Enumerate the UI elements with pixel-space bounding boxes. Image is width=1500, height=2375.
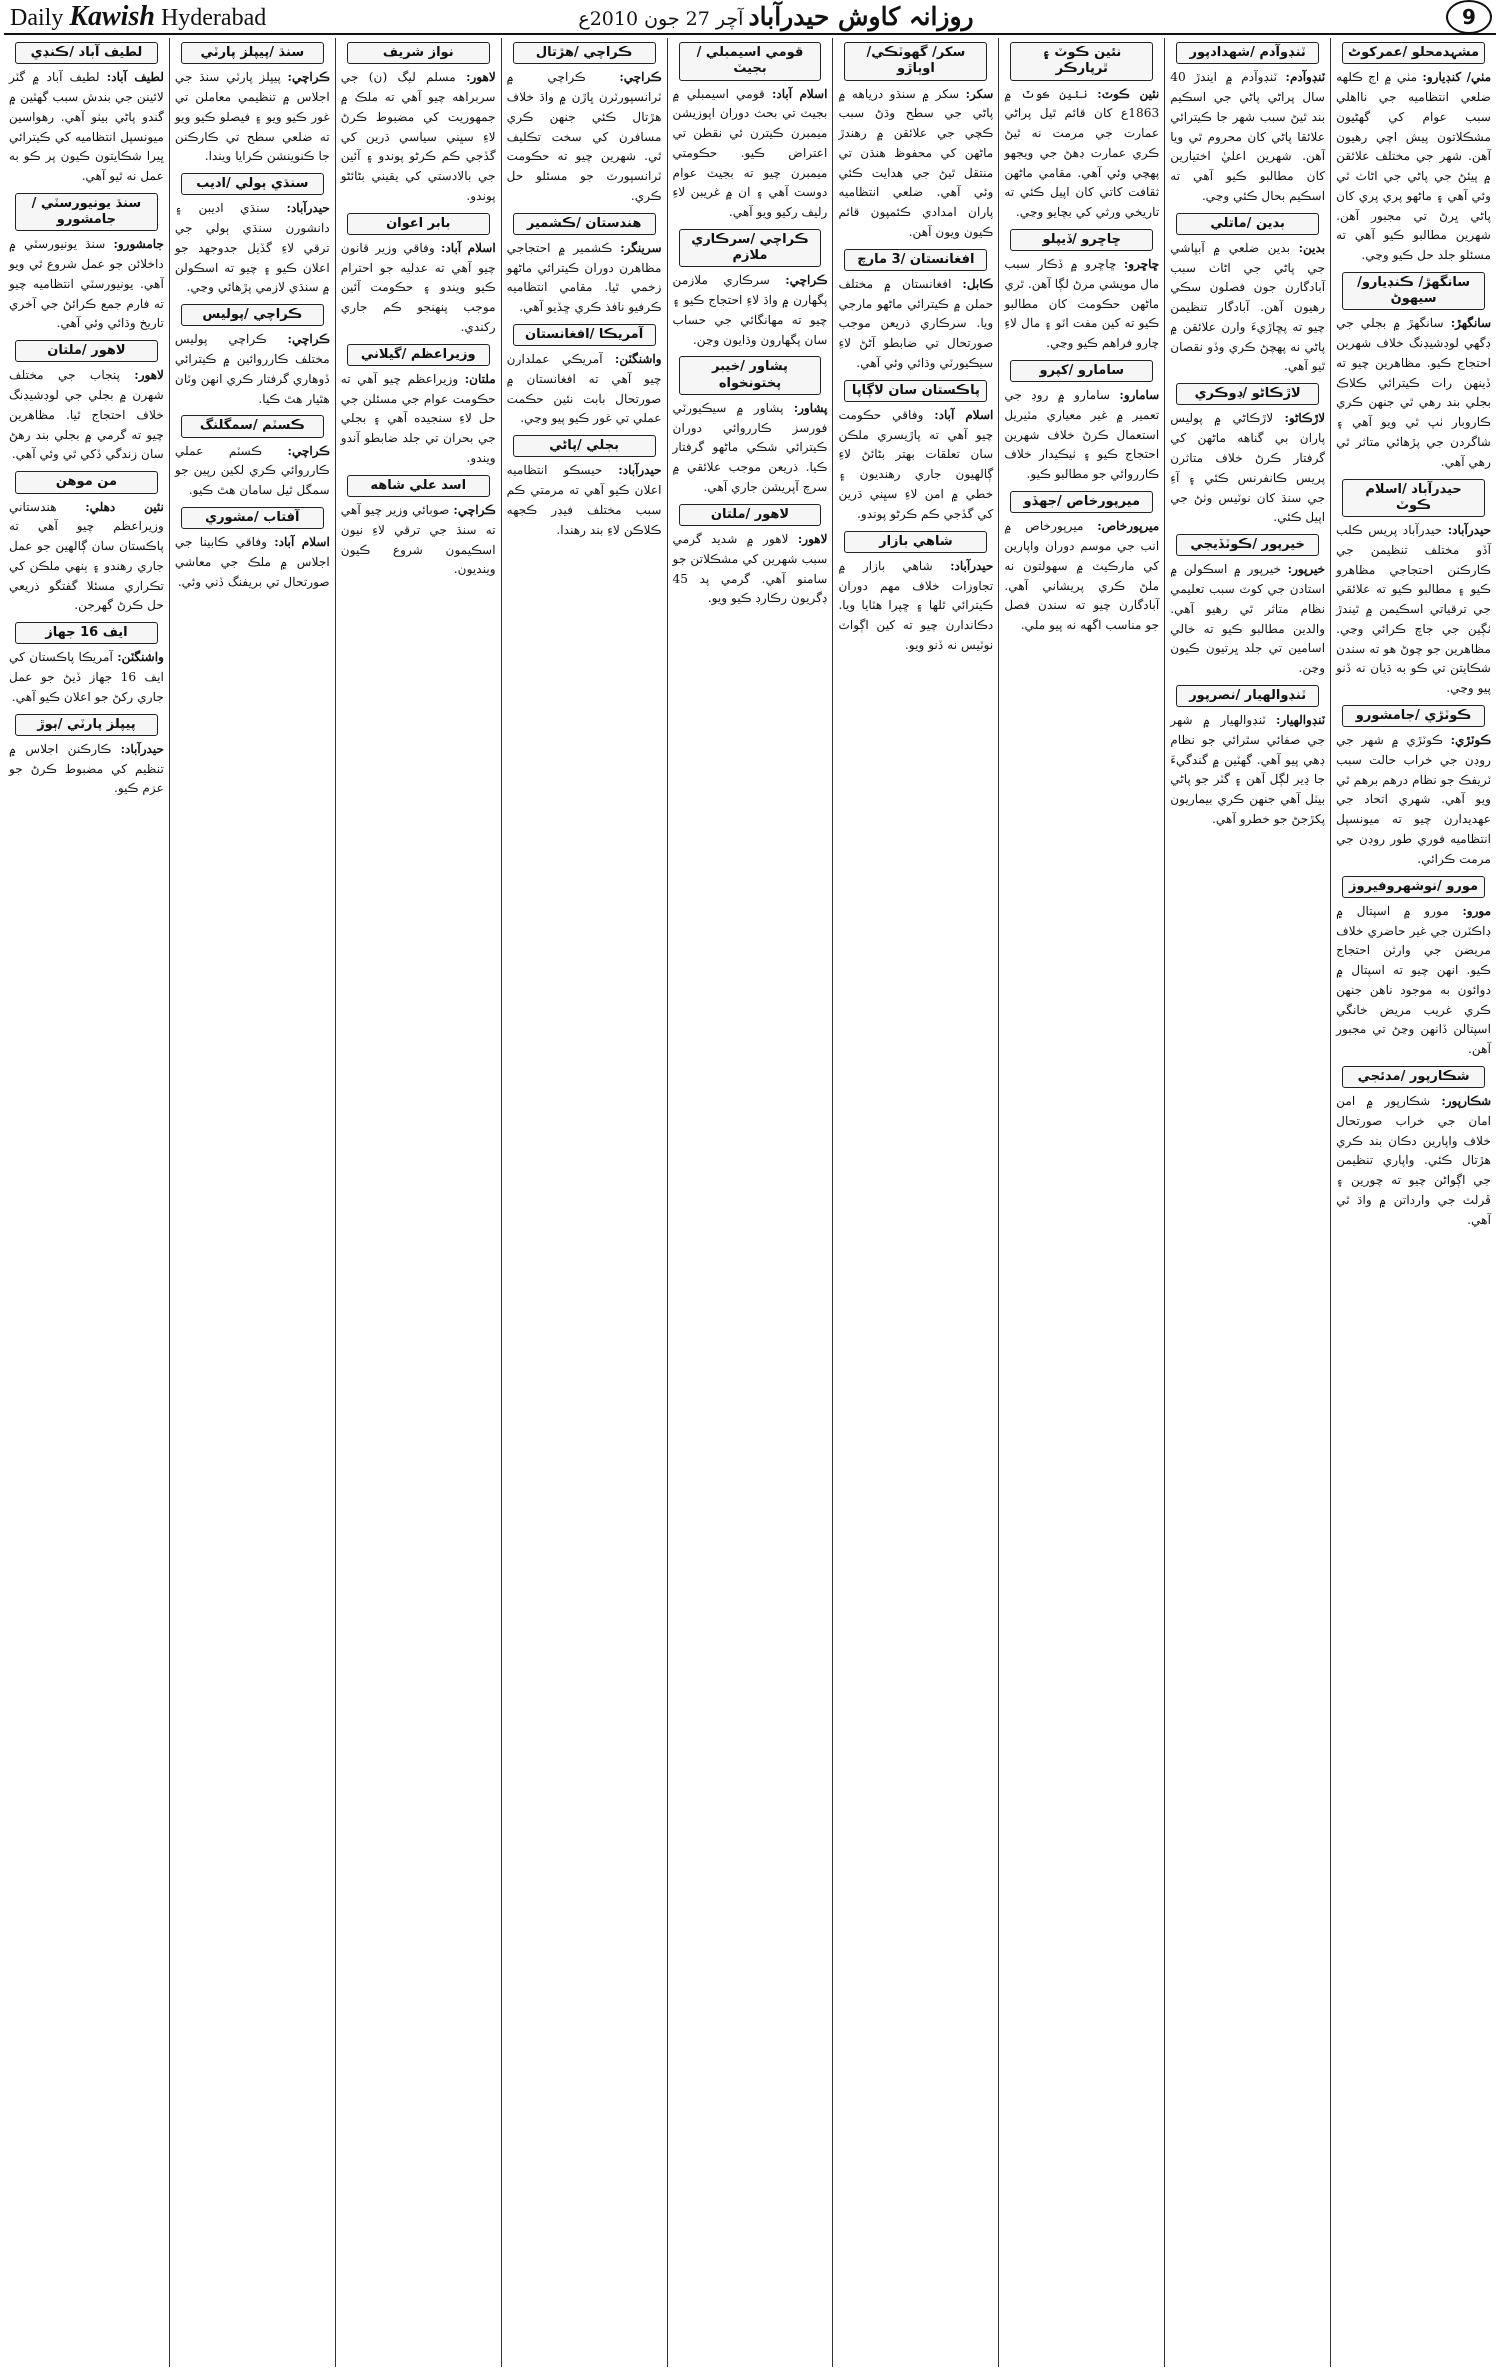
story-dateline: لاڙڪاڻو:: [1284, 411, 1326, 426]
story-text: حيسڪو انتظاميه اعلان ڪيو آهي ته مرمتي ڪم سبب مختلف فيڊر ڪجهه ڪلاڪن لاءِ بند رهندا.: [506, 463, 662, 537]
news-story: [175, 415, 330, 501]
news-story: [9, 471, 164, 616]
story-headline: ڪوٽڙي /جامشورو: [1342, 705, 1485, 727]
story-dateline: واشنگٽن:: [614, 352, 662, 367]
story-headline: قومي اسيمبلي /بجيٽ: [679, 42, 822, 81]
story-text: صوبائي وزير چيو آهي ته سنڌ جي ترقي لاءِ نيون اسڪيمون شروع ڪيون وينديون.: [340, 503, 496, 577]
story-body: [9, 648, 164, 707]
column-3: [998, 38, 1164, 2367]
story-body: [838, 406, 993, 525]
story-text: ميرپورخاص ۾ انب جي موسم دوران واپارين کي مارڪيٽ ۾ سهولتون نه ملڻ ڪري پريشاني آهي. آبادگارن چيو ته سندن فصل جو مناسب اگهه نه پيو ملي.: [1004, 519, 1160, 633]
news-story: [1170, 42, 1325, 207]
story-text: وفاقي وزير قانون چيو آهي ته عدليه جو احترام ڪيو ويندو ۽ حڪومت آئين موجب پنهنجو ڪم جاري رکندي.: [340, 240, 496, 334]
story-text: آمريڪا پاڪستان کي ايف 16 جهاز ڏيڻ جو عمل جاري رکڻ جو اعلان ڪيو آهي.: [8, 650, 164, 704]
story-dateline: خيرپور:: [1287, 562, 1326, 577]
story-dateline: نئين دهلي:: [85, 499, 164, 514]
news-story: [175, 304, 330, 409]
story-dateline: ميرپورخاص:: [1097, 519, 1160, 534]
news-story: [341, 344, 496, 469]
english-daily: Daily: [10, 4, 64, 31]
story-body: [1004, 517, 1159, 636]
news-story: [1336, 705, 1491, 870]
story-headline: آمريڪا /افغانستان: [513, 324, 656, 346]
story-headline: ڪراچي /پوليس: [181, 304, 324, 326]
story-body: [175, 330, 330, 409]
story-headline: افغانستان /3 مارچ: [844, 249, 987, 271]
story-headline: بابر اعوان: [347, 213, 490, 235]
story-body: [9, 366, 164, 465]
story-text: ڪوٽڙي ۾ شهر جي روڊن جي خراب حالت سبب ٽريفڪ جو نظام درهم برهم ٿي ويو آهي. شهري اتحاد جي عهديدارن چيو ته ميونسپل انتظاميه فوري طور روڊن جي مرمت ڪرائي.: [1336, 733, 1491, 866]
story-dateline: لطيف آباد:: [106, 70, 164, 85]
story-body: [507, 68, 662, 206]
story-text: قومي اسيمبلي ۾ بجيٽ تي بحث دوران اپوزيشن ميمبرن ڪيترن ئي نقطن تي اعتراض ڪيو. حڪومتي ميمبرن چيو ته بجيٽ عوام دوست آهي ۽ ان ۾ غريبن لاءِ رليف رکيو ويو آهي.: [672, 86, 828, 220]
news-story: [9, 622, 164, 708]
news-story: [341, 475, 496, 580]
story-headline: سنڌي ٻولي /اديب: [181, 173, 324, 195]
story-text: سنڌي اديبن ۽ دانشورن سنڌي ٻولي جي ترقي لاءِ گڏيل جدوجهد جو اعلان ڪيو ۽ چيو ته اسڪولن ۾ سنڌي لازمي پڙهائي وڃي.: [174, 201, 330, 295]
story-body: [1336, 1092, 1491, 1230]
story-headline: آفتاب /مشوري: [181, 507, 324, 529]
story-dateline: ڪوٽڙي:: [1450, 733, 1491, 748]
story-dateline: سکر:: [965, 86, 994, 101]
story-headline: سانگهڙ/ ڪنڊيارو/ سيهوڻ: [1342, 272, 1485, 311]
column-7: [335, 38, 501, 2367]
story-dateline: سرينگر:: [620, 240, 662, 255]
news-story: [1336, 1066, 1491, 1231]
story-dateline: اسلام آباد:: [771, 86, 828, 101]
story-text: خيرپور ۾ اسڪولن ۾ استادن جي کوٽ سبب تعليمي نظام متاثر ٿي رهيو آهي. والدين مطالبو ڪيو ته خالي اسامين تي جلد ڀرتيون ڪيون وڃن.: [1170, 562, 1326, 676]
story-body: [9, 498, 164, 617]
news-story: [1336, 876, 1491, 1060]
story-headline: هندستان /ڪشمير: [513, 213, 656, 235]
news-story: [838, 531, 993, 656]
columns-area: [4, 38, 1496, 2367]
story-body: [838, 557, 993, 656]
story-dateline: پشاور:: [793, 400, 828, 415]
story-headline: بدين /ماتلي: [1176, 213, 1319, 235]
story-body: [1004, 85, 1159, 223]
news-story: [9, 193, 164, 334]
story-dateline: سانگهڙ:: [1450, 316, 1491, 331]
story-dateline: ملتان:: [464, 371, 496, 386]
story-dateline: بدين:: [1298, 240, 1326, 255]
story-body: [1170, 409, 1325, 528]
story-body: [175, 533, 330, 592]
story-body: [507, 461, 662, 540]
news-story: [507, 435, 662, 540]
story-dateline: حيدرآباد:: [618, 463, 662, 478]
story-dateline: مٺي/ کنڊيارو:: [1422, 70, 1492, 85]
story-body: [341, 68, 496, 206]
story-body: [1336, 731, 1491, 869]
story-headline: نواز شريف: [347, 42, 490, 64]
story-text: ٽنڊوالهيار ۾ شهر جي صفائي سٿرائي جو نظام ڊهي پيو آهي. گهٽين ۾ گندگيءَ جا ڍير لڳل آهن ۽ گٽر جو پاڻي بيٺل آهي جنهن ڪري بيماريون پکڙجڻ جو خطرو آهي.: [1170, 713, 1326, 826]
story-text: ڪسٽم عملي ڪارروائي ڪري لکين رپين جو سمگل ٿيل سامان هٿ ڪيو.: [174, 443, 330, 498]
story-headline: ٽنڊوآدم /شهدادپور: [1176, 42, 1319, 64]
news-story: [507, 213, 662, 318]
story-headline: شاهي بازار: [844, 531, 987, 553]
story-text: ڪارڪنن اجلاس ۾ تنظيم کي مضبوط ڪرڻ جو عزم ڪيو.: [8, 741, 164, 796]
story-dateline: جامشورو:: [113, 237, 164, 252]
story-body: [1170, 711, 1325, 830]
story-headline: سامارو /کپرو: [1010, 360, 1153, 382]
news-story: [175, 173, 330, 298]
story-dateline: سامارو:: [1119, 388, 1160, 403]
story-dateline: حيدرآباد:: [1447, 523, 1491, 538]
news-story: [673, 229, 828, 351]
story-headline: نئين ڪوٽ ۽ ٿرپارڪر: [1010, 42, 1153, 81]
story-body: [1336, 902, 1491, 1060]
issue-date: آچر 27 جون 2010ع: [578, 8, 744, 30]
story-text: ٽنڊوآدم ۾ ايندڙ 40 سال پراڻي پاڻي جي اسڪيم بند ٿيڻ سبب شهر جا ڪيترائي علائقا پاڻي کان محروم ٿي ويا آهن. شهرين اعليٰ اختيارين کان مطالبو ڪيو آهي ته اسڪيم بحال ڪئي وڃي.: [1170, 70, 1326, 203]
story-headline: ڪراچي /هڙتال: [513, 42, 656, 64]
story-body: [1336, 68, 1491, 266]
story-body: [1004, 386, 1159, 485]
story-body: [673, 399, 828, 498]
story-dateline: حيدرآباد:: [950, 558, 994, 573]
story-headline: من موهن: [15, 471, 158, 493]
story-body: [341, 370, 496, 469]
story-dateline: لاهور:: [797, 532, 828, 546]
story-dateline: واشنگٽن:: [117, 650, 164, 665]
column-6: [501, 38, 667, 2367]
story-headline: پاڪستان سان لاڳاپا: [844, 380, 987, 402]
story-dateline: ڪراچي:: [287, 332, 330, 347]
news-story: [673, 356, 828, 497]
story-headline: پيپلز پارٽي /ٻوڙ: [15, 714, 158, 736]
story-headline: لاهور /ملتان: [679, 504, 822, 526]
story-body: [9, 235, 164, 334]
news-story: [1004, 229, 1159, 354]
story-dateline: اسلام آباد:: [441, 240, 496, 255]
english-brand: Kawish: [69, 0, 155, 32]
story-dateline: ڪراچي:: [785, 273, 828, 288]
english-city: Hyderabad: [160, 4, 267, 31]
story-body: [673, 271, 828, 350]
story-text: شڪارپور ۾ امن امان جي خراب صورتحال خلاف واپارين دڪان بند ڪري هڙتال ڪئي. واپاري تنظيمن جي اڳواڻن چيو ته چورين ۽ ڦرلٽ جي وارداتن ۾ واڌ ٿي آهي.: [1336, 1094, 1491, 1227]
story-body: [341, 239, 496, 338]
news-story: [1170, 213, 1325, 378]
story-headline: حيدرآباد /اسلام ڪوٽ: [1342, 479, 1485, 518]
news-story: [1170, 534, 1325, 679]
story-dateline: لاهور:: [466, 70, 496, 85]
story-text: ڪشمير ۾ احتجاجي مظاهرن دوران ڪيترائي ماڻهو زخمي ٿيا. مقامي انتظاميه ڪرفيو نافذ ڪري ڇڏيو آهي.: [506, 240, 662, 315]
story-headline: بجلي /پاڻي: [513, 435, 656, 457]
story-text: حيدرآباد پريس ڪلب آڏو مختلف تنظيمن جي ڪارڪنن احتجاجي مظاهرو ڪيو ۽ مطالبو ڪيو ته علائقي جي ترقياتي اسڪيمن ۾ ٿيندڙ ٺڳين جي جاچ ڪرائي وڃي. مظاهرين جو چوڻ هو ته سندن شڪايتن تي ڪو به ڌيان نه ڏنو پيو وڃي.: [1336, 523, 1491, 696]
story-dateline: ڪراچي:: [287, 70, 330, 85]
news-story: [1004, 491, 1159, 636]
story-dateline: حيدرآباد:: [120, 741, 164, 756]
story-dateline: شڪارپور:: [1441, 1094, 1491, 1109]
story-text: لاڙڪاڻي ۾ پوليس پاران بي گناهه ماڻهن کي گرفتار ڪرڻ خلاف متاثرن پريس ڪانفرنس ڪئي ۽ آءِ جي سنڌ کان نوٽيس وٺڻ جي اپيل ڪئي.: [1170, 411, 1326, 525]
story-body: [9, 740, 164, 799]
story-headline: ڪراچي /سرڪاري ملازم: [679, 229, 822, 268]
story-text: هندستاني وزيراعظم چيو آهي ته پاڪستان سان ڳالهين جو عمل جاري رهندو ۽ ٻنهي ملڪن کي تڪراري مسئلا گفتگو ذريعي حل ڪرڻ گهرجن.: [8, 499, 164, 613]
page-number-badge: 9: [1446, 0, 1492, 34]
story-dateline: ٽنڊوآدم:: [1285, 70, 1326, 85]
story-body: [507, 350, 662, 429]
news-story: [1170, 383, 1325, 528]
story-dateline: لاهور:: [134, 368, 164, 383]
news-story: [838, 42, 993, 243]
story-headline: مشہدمحلو /عمرکوٹ: [1342, 42, 1485, 64]
story-text: ڪراچي ۾ ٽرانسپورٽرن ڀاڙن ۾ واڌ خلاف هڙتال ڪئي جنهن ڪري مسافرن کي سخت تڪليف ٿي. شهرين چيو ته حڪومت ٽرانسپورٽ جو مسئلو حل ڪري.: [506, 70, 662, 203]
news-story: [507, 42, 662, 207]
news-story: [9, 714, 164, 800]
story-text: سانگهڙ ۾ بجلي جي ڊگهي لوڊشيڊنگ خلاف شهرين احتجاج ڪيو. مظاهرين چيو ته ڏينهن رات ڪيترائي ڪلاڪ بجلي بند رهي ٿي جنهن ڪري ڪاروبار ٺپ ٿي ويو آهي ۽ شاگردن جي پڙهائي متاثر ٿي رهي آهي.: [1336, 316, 1491, 469]
story-headline: شڪارپور /مدئجي: [1342, 1066, 1485, 1088]
news-story: [341, 213, 496, 338]
story-body: [175, 442, 330, 501]
story-headline: لاهور /ملتان: [15, 340, 158, 362]
story-headline: اسد علي شاهه: [347, 475, 490, 497]
story-text: سکر ۾ سنڌو درياهه ۾ پاڻي جي سطح وڌڻ سبب ڪچي جي علائقن ۾ رهندڙ ماڻهن کي محفوظ هنڌن تي منتقل ٿيڻ جي هدايت ڪئي وئي آهي. ضلعي انتظاميه پاران امدادي ڪئمپون قائم ڪيون ويون آهن.: [838, 86, 994, 239]
story-headline: ايف 16 جهاز: [15, 622, 158, 644]
story-body: [1336, 314, 1491, 472]
story-headline: ٽنڊوالهيار /نصرپور: [1176, 685, 1319, 707]
story-body: [838, 85, 993, 243]
story-headline: سنڌ يونيورسٽي /جامشورو: [15, 193, 158, 232]
story-text: پنجاب جي مختلف شهرن ۾ بجلي جي لوڊشيڊنگ خلاف احتجاج ٿيا. مظاهرين چيو ته گرمي ۾ بجلي بند رهڻ سان زندگي ڏکي ٿي وئي آهي.: [8, 368, 164, 462]
news-story: [1336, 272, 1491, 473]
column-8: [169, 38, 335, 2367]
story-headline: ڪسٽم /سمگلنگ: [181, 415, 324, 437]
urdu-title: روزانہ کاوش حیدرآباد: [748, 2, 974, 31]
story-headline: لاڙڪاڻو /ڊوڪري: [1176, 383, 1319, 405]
story-body: [1170, 239, 1325, 377]
story-headline: ڇاڇرو /ڏيپلو: [1010, 229, 1153, 251]
story-body: [673, 530, 828, 609]
story-body: [838, 275, 993, 374]
news-story: [9, 340, 164, 465]
story-text: افغانستان ۾ مختلف حملن ۾ ڪيترائي ماڻهو مارجي ويا. سرڪاري ذريعن موجب صورتحال تي ضابطو آڻڻ لاءِ سيڪيورٽي وڌائي وئي آهي.: [838, 276, 994, 370]
story-text: سنڌ يونيورسٽي ۾ داخلائن جو عمل شروع ٿي ويو آهي. يونيورسٽي انتظاميه چيو ته فارم جمع ڪرائڻ جي آخري تاريخ وڌائي وئي آهي.: [8, 237, 164, 331]
story-dateline: نئين ڪوٽ:: [1097, 86, 1160, 101]
story-headline: سنڌ /پيپلز پارٽي: [181, 42, 324, 64]
story-dateline: ڇاڇرو:: [1123, 257, 1160, 272]
story-headline: وزيراعظم /گيلاني: [347, 344, 490, 366]
story-text: نئين ڪوٽ ۾ 1863ع کان قائم ٿيل پراڻي عمارت جي مرمت نه ٿيڻ ڪري عمارت ڊهڻ جي ويجهو پهچي وئي آهي. مقامي ماڻهن ثقافت کاتي کان اپيل ڪئي ته تاريخي ورثي کي بچايو وڃي.: [1004, 86, 1160, 220]
news-story: [673, 504, 828, 609]
story-text: شاهي بازار ۾ تجاوزات خلاف مهم دوران ڪيترائي ٿلها ۽ ڇپرا هٽايا ويا. دڪاندارن چيو ته کين اڳواٽ نوٽيس نه ڏنو ويو.: [838, 558, 994, 652]
story-headline: مورو /نوشهروفيروز: [1342, 876, 1485, 898]
news-story: [1336, 479, 1491, 699]
column-9: [4, 38, 169, 2367]
story-text: سامارو ۾ روڊ جي تعمير ۾ غير معياري مٽيريل استعمال ڪرڻ خلاف شهرين احتجاج ڪيو ۽ ٺيڪيدار خلاف ڪارروائي جو مطالبو ڪيو.: [1004, 388, 1160, 482]
english-masthead: [4, 1, 266, 33]
column-5: [667, 38, 833, 2367]
story-dateline: ڪابل:: [962, 276, 994, 291]
story-dateline: اسلام آباد:: [274, 535, 330, 550]
story-text: وفاقي ڪابينا جي اجلاس ۾ ملڪ جي معاشي صورتحال تي بريفنگ ڏني وئي.: [174, 535, 330, 589]
story-body: [507, 239, 662, 318]
news-story: [175, 42, 330, 167]
story-dateline: ڪراچي:: [619, 70, 662, 85]
story-text: مٺي ۾ اڄ ڪلهه ضلعي انتظاميه جي نااهلي سبب عوام کي گهڻيون مشڪلاتون پيش اچي رهيون آهن. شهر جي مختلف علائقن ۾ پيئڻ جي پاڻي جي اڻاٺ ٿي وئي آهي ۽ ماڻهو پري پري کان پاڻي ڀرڻ تي مجبور آهن. شهرين مطالبو ڪيو آهي ته مسئلو جلد حل ڪيو وڃي.: [1336, 70, 1491, 263]
news-story: [507, 324, 662, 429]
column-2: [1164, 38, 1330, 2367]
story-headline: سکر/ گهوٽڪي/ اوٻاڙو: [844, 42, 987, 81]
column-4: [832, 38, 998, 2367]
story-text: بدين ضلعي ۾ آبپاشي جي پاڻي جي اڻاٺ سبب آبادگارن جون فصلون سڪي رهيون آهن. آبادگار تنظيمن چيو ته پڇاڙيءَ وارن علائقن ۾ پاڻي نه پهچڻ ڪري وڏو نقصان ٿيو آهي.: [1170, 240, 1326, 374]
column-1: [1330, 38, 1496, 2367]
story-headline: پشاور /خيبر پختونخواه: [679, 356, 822, 395]
story-headline: ميرپورخاص /جهڏو: [1010, 491, 1153, 513]
story-text: لاهور ۾ شديد گرمي سبب شهرين کي مشڪلاتن جو سامنو آهي. گرمي پد 45 ڊگريون رڪارڊ ڪيو ويو.: [672, 532, 828, 606]
story-text: ڇاڇرو ۾ ڏڪار سبب مال مويشي مرڻ لڳا آهن. ٿري ماڻهن حڪومت کان مطالبو ڪيو ته کين مفت اٽو ۽ مال لاءِ چارو فراهم ڪيو وڃي.: [1004, 257, 1160, 351]
story-body: [1336, 521, 1491, 699]
news-story: [673, 42, 828, 223]
news-story: [9, 42, 164, 187]
story-dateline: ڪراچي:: [453, 503, 496, 518]
story-text: آمريڪي عملدارن چيو آهي ته افغانستان ۾ صورتحال بابت نئين حڪمت عملي تي غور ڪيو پيو وڃي.: [506, 352, 662, 426]
story-body: [1170, 560, 1325, 679]
story-body: [9, 68, 164, 187]
news-story: [175, 507, 330, 593]
news-story: [838, 380, 993, 525]
story-dateline: ٽنڊوالهيار:: [1276, 713, 1326, 728]
story-body: [673, 85, 828, 223]
story-dateline: ڪراچي:: [287, 443, 330, 458]
news-story: [1004, 42, 1159, 223]
story-body: [341, 501, 496, 580]
story-body: [175, 199, 330, 298]
masthead: [4, 0, 1496, 35]
story-dateline: مورو:: [1462, 903, 1492, 918]
urdu-masthead: [474, 2, 1034, 31]
news-story: [838, 249, 993, 374]
news-story: [1336, 42, 1491, 266]
story-dateline: حيدرآباد:: [286, 201, 330, 216]
story-text: مسلم ليگ (ن) جي سربراهه چيو آهي ته ملڪ ۾ جمهوريت کي مضبوط ڪرڻ لاءِ سڀني سياسي ڌرين کي گڏجي ڪم ڪرڻو پوندو ۽ آئين جي بالادستي کي يقيني بڻائڻو پوندو.: [340, 70, 496, 203]
news-story: [1170, 685, 1325, 830]
story-dateline: اسلام آباد:: [934, 407, 994, 422]
story-body: [175, 68, 330, 167]
news-story: [1004, 360, 1159, 485]
story-body: [1004, 255, 1159, 354]
story-text: ڪراچي پوليس مختلف ڪارروائين ۾ ڪيترائي ڏوهاري گرفتار ڪري انهن وٽان هٿيار هٿ ڪيا.: [174, 332, 330, 406]
story-text: وفاقي حڪومت چيو آهي ته پاڙيسري ملڪن سان تعلقات بهتر بڻائڻ لاءِ ڳالهيون جاري رهنديون ۽ خطي ۾ امن لاءِ سڀني ڌرين کي گڏجي ڪم ڪرڻو پوندو.: [838, 407, 994, 521]
news-story: [341, 42, 496, 207]
story-text: پشاور ۾ سيڪيورٽي فورسز ڪارروائي دوران ڪيترائي شڪي ماڻهو گرفتار ڪيا. ذريعن موجب علائقي ۾ سرچ آپريشن جاري آهي.: [672, 400, 828, 494]
story-text: لطيف آباد ۾ گٽر لائينن جي بندش سبب گهٽين ۾ گندو پاڻي بيٺو آهي. رهواسين ميونسپل انتظاميه کي ڪيترائي ڀيرا شڪايتون ڪيون پر ڪو به عمل نه ٿيو آهي.: [8, 70, 164, 184]
story-headline: خيرپور /ڪوٽڏيجي: [1176, 534, 1319, 556]
story-text: سرڪاري ملازمن پگهارن ۾ واڌ لاءِ احتجاج ڪيو ۽ چيو ته مهانگائي جي حساب سان پگهارون وڌايون وڃن.: [672, 273, 828, 347]
story-headline: لطيف آباد /ڪنڊي: [15, 42, 158, 64]
story-text: مورو ۾ اسپتال ۾ ڊاڪٽرن جي غير حاضري خلاف مريضن جي وارثن احتجاج ڪيو. انهن چيو ته اسپتال ۾ دوائون به موجود ناهن جنهن ڪري غريب مريض خانگي اسپتالن ڏانهن وڃڻ تي مجبور آهن.: [1336, 903, 1491, 1057]
story-text: وزيراعظم چيو آهي ته حڪومت عوام جي مسئلن جي حل لاءِ سنجيده آهي ۽ بجلي جي بحران تي جلد ضابطو آندو ويندو.: [340, 371, 496, 465]
story-text: پيپلز پارٽي سنڌ جي اجلاس ۾ تنظيمي معاملن تي غور ڪيو ويو ۽ فيصلو ڪيو ويو ته ضلعي سطح تي ڪارڪنن جا ڪنوينشن ڪرايا ويندا.: [174, 70, 330, 164]
story-body: [1170, 68, 1325, 206]
